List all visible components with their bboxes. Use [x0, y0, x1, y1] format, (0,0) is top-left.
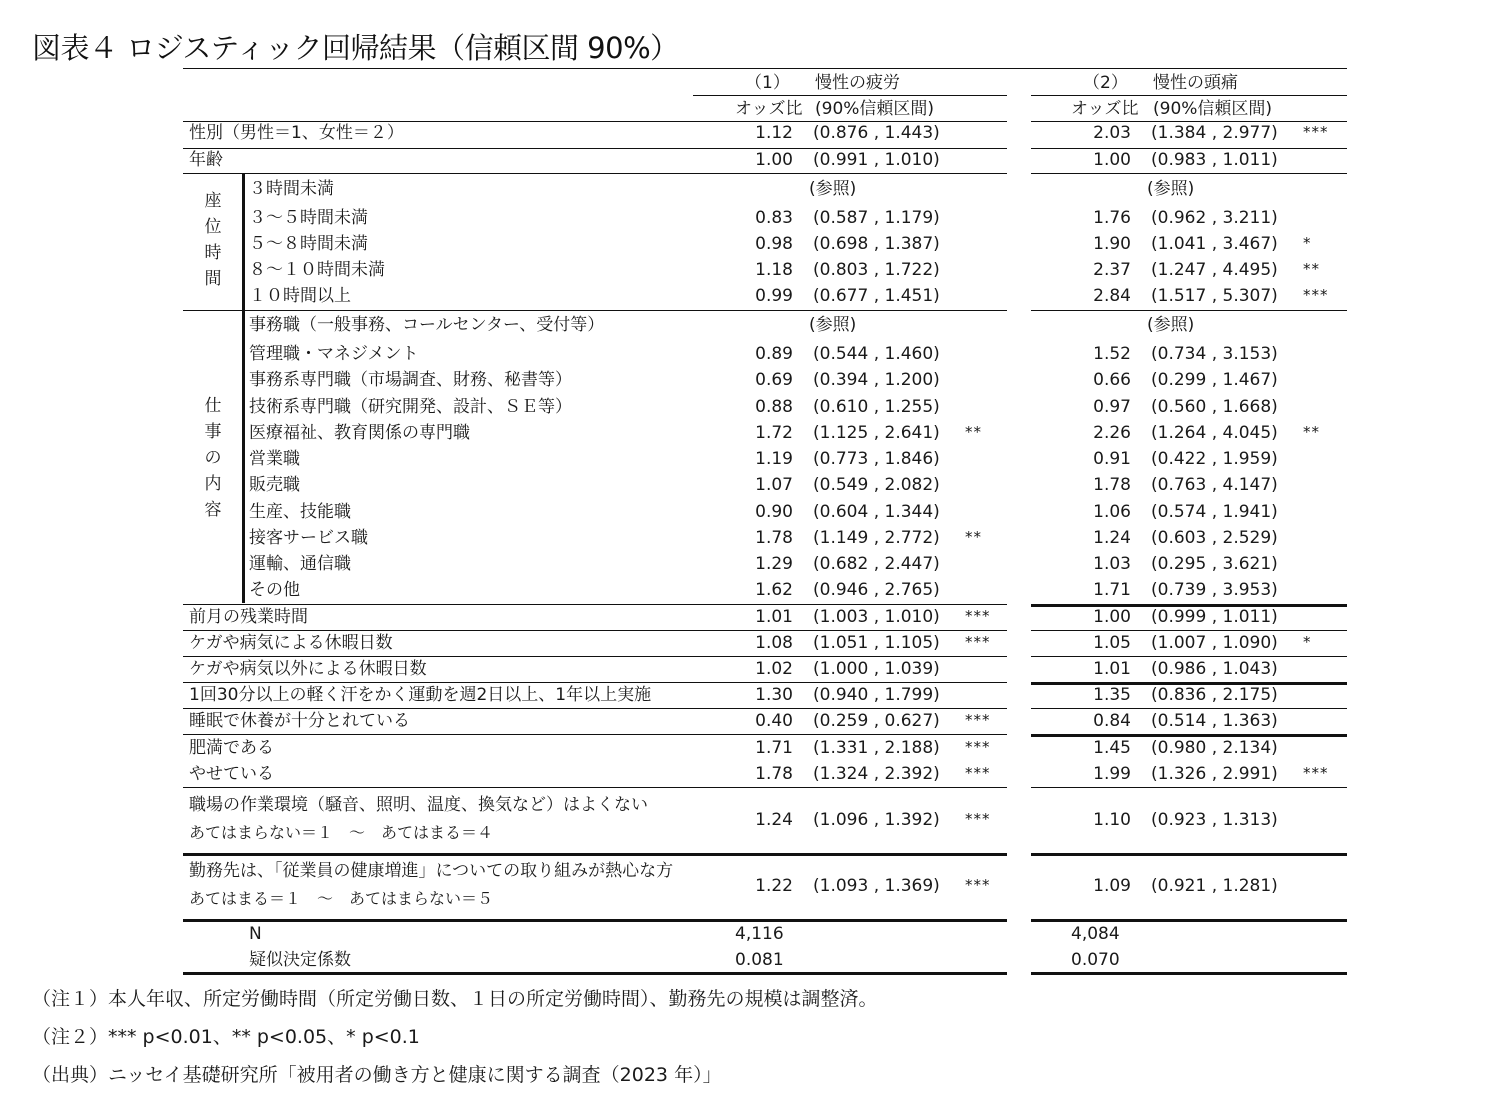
model2-ci: (0.836 , 2.175): [1151, 685, 1278, 705]
row-label: 1回30分以上の軽く汗をかく運動を週2日以上、1年以上実施: [189, 685, 652, 705]
row-label: ３～５時間未満: [249, 208, 368, 228]
model2-ci: (0.999 , 1.011): [1151, 607, 1278, 627]
row-label: 接客サービス職: [249, 528, 368, 548]
model2-ci: (1.041 , 3.467): [1151, 234, 1278, 254]
model2-ci: (1.517 , 5.307): [1151, 286, 1278, 306]
model2-odds-ratio: 1.05: [1093, 633, 1131, 653]
model1-header-rule: [693, 95, 1007, 96]
group-char: 事: [204, 422, 222, 442]
model2-odds-ratio: 2.03: [1093, 123, 1131, 143]
model1-reference: (参照): [809, 315, 857, 335]
row-rule: [1031, 734, 1347, 737]
row-rule: [183, 972, 1007, 975]
row-rule: [1031, 604, 1347, 607]
model1-significance: ***: [965, 711, 991, 729]
model2-ci: (0.299 , 1.467): [1151, 370, 1278, 390]
model2-ci: (0.295 , 3.621): [1151, 554, 1278, 574]
model2-significance: *: [1303, 234, 1312, 252]
model1-ci: (0.604 , 1.344): [813, 502, 940, 522]
model1-odds-ratio: 0.89: [755, 344, 793, 364]
model1-odds-ratio: 0.90: [755, 502, 793, 522]
model1-ci: (0.682 , 2.447): [813, 554, 940, 574]
model2-odds-ratio: 1.01: [1093, 659, 1131, 679]
row-label: 年齢: [189, 150, 223, 170]
row-label: 事務系専門職（市場調査、財務、秘書等）: [249, 370, 572, 390]
model1-ci: (1.051 , 1.105): [813, 633, 940, 653]
row-rule: [1031, 919, 1347, 922]
model2-ci: (0.603 , 2.529): [1151, 528, 1278, 548]
model2-ci: (0.962 , 3.211): [1151, 208, 1278, 228]
row-label: ８～１０時間未満: [249, 260, 385, 280]
model1-odds-ratio: 1.01: [755, 607, 793, 627]
model2-ci: (0.763 , 4.147): [1151, 475, 1278, 495]
row-rule: [183, 310, 1007, 311]
group-char: 内: [204, 474, 222, 494]
model2-odds-ratio: 2.84: [1093, 286, 1131, 306]
group-char: 時: [204, 243, 222, 263]
row-rule: [1031, 853, 1347, 856]
model2-n: 4,084: [1071, 924, 1120, 944]
row-label: その他: [249, 580, 300, 600]
model1-significance: ***: [965, 607, 991, 625]
model2-odds-ratio: 1.09: [1093, 876, 1131, 896]
model1-odds-ratio: 1.08: [755, 633, 793, 653]
model2-significance: *: [1303, 633, 1312, 651]
model2-ci: (0.739 , 3.953): [1151, 580, 1278, 600]
model2-ci: (0.574 , 1.941): [1151, 502, 1278, 522]
row-label: 職場の作業環境（騒音、照明、温度、換気など）はよくない: [189, 795, 648, 815]
group-divider-job: [242, 311, 245, 603]
model1-pseudo-r2: 0.081: [735, 950, 784, 970]
table-top-rule: [183, 68, 1347, 69]
model1-ci: (0.259 , 0.627): [813, 711, 940, 731]
model1-odds-ratio: 0.88: [755, 397, 793, 417]
model2-ci: (1.007 , 1.090): [1151, 633, 1278, 653]
row-label-scale: あてはまる＝１ ～ あてはまらない＝５: [189, 889, 494, 908]
model2-ci: (0.923 , 1.313): [1151, 810, 1278, 830]
model2-odds-ratio: 0.97: [1093, 397, 1131, 417]
model1-ci: (1.149 , 2.772): [813, 528, 940, 548]
model2-ci: (1.264 , 4.045): [1151, 423, 1278, 443]
model1-ci: (1.093 , 1.369): [813, 876, 940, 896]
model1-ci: (0.677 , 1.451): [813, 286, 940, 306]
model2-name: 慢性の頭痛: [1153, 73, 1238, 93]
model2-odds-ratio: 1.78: [1093, 475, 1131, 495]
model1-ci-header: (90%信頼区間): [815, 99, 935, 119]
row-label: 勤務先は、「従業員の健康増進」についての取り組みが熱心な方: [189, 861, 674, 881]
model2-odds-ratio: 2.37: [1093, 260, 1131, 280]
model2-ci: (0.983 , 1.011): [1151, 150, 1278, 170]
row-rule: [1031, 708, 1347, 709]
row-rule: [1031, 173, 1347, 174]
model2-significance: **: [1303, 423, 1320, 441]
model1-ci: (1.324 , 2.392): [813, 764, 940, 784]
model2-reference: (参照): [1147, 179, 1195, 199]
model1-or-header: オッズ比: [735, 99, 803, 119]
model2-significance: **: [1303, 260, 1320, 278]
model1-ci: (1.125 , 2.641): [813, 423, 940, 443]
model1-odds-ratio: 1.02: [755, 659, 793, 679]
model2-ci: (0.986 , 1.043): [1151, 659, 1278, 679]
row-label: 生産、技能職: [249, 502, 351, 522]
row-label: 事務職（一般事務、コールセンター、受付等）: [249, 315, 605, 335]
group-label-sitting-time: [183, 188, 243, 292]
row-rule: [1031, 787, 1347, 788]
model1-ci: (1.331 , 2.188): [813, 738, 940, 758]
model1-ci: (1.003 , 1.010): [813, 607, 940, 627]
model2-ci: (1.384 , 2.977): [1151, 123, 1278, 143]
row-rule: [183, 734, 1007, 735]
model2-odds-ratio: 1.45: [1093, 738, 1131, 758]
model2-ci: (0.422 , 1.959): [1151, 449, 1278, 469]
model1-ci: (0.876 , 1.443): [813, 123, 940, 143]
row-label: 医療福祉、教育関係の専門職: [249, 423, 470, 443]
model1-significance: ***: [965, 876, 991, 894]
model1-odds-ratio: 1.12: [755, 123, 793, 143]
model1-significance: ***: [965, 738, 991, 756]
model2-ci-header: (90%信頼区間): [1153, 99, 1273, 119]
model2-odds-ratio: 0.84: [1093, 711, 1131, 731]
model1-significance: ***: [965, 633, 991, 651]
note-2: （注２）*** p<0.01、** p<0.05、* p<0.1: [32, 1026, 420, 1048]
group-label-job-content: [183, 393, 243, 523]
row-label: ケガや病気による休暇日数: [189, 633, 393, 653]
model2-number: （2）: [1083, 73, 1128, 93]
row-label: 管理職・マネジメント: [249, 344, 419, 364]
note-source: （出典）ニッセイ基礎研究所「被用者の働き方と健康に関する調査（2023 年）」: [32, 1064, 722, 1086]
model2-odds-ratio: 0.66: [1093, 370, 1131, 390]
model1-odds-ratio: 1.00: [755, 150, 793, 170]
model2-odds-ratio: 1.06: [1093, 502, 1131, 522]
row-label: 運輸、通信職: [249, 554, 351, 574]
model1-odds-ratio: 1.24: [755, 810, 793, 830]
row-rule: [183, 682, 1007, 683]
model1-odds-ratio: 1.62: [755, 580, 793, 600]
note-1: （注１）本人年収、所定労働時間（所定労働日数、１日の所定労働時間）、勤務先の規模は調整済。: [32, 988, 878, 1010]
model2-reference: (参照): [1147, 315, 1195, 335]
model2-odds-ratio: 1.00: [1093, 607, 1131, 627]
model2-odds-ratio: 0.91: [1093, 449, 1131, 469]
model1-odds-ratio: 0.40: [755, 711, 793, 731]
row-label: 技術系専門職（研究開発、設計、ＳＥ等）: [249, 397, 572, 417]
model2-pseudo-r2: 0.070: [1071, 950, 1120, 970]
model2-odds-ratio: 1.10: [1093, 810, 1131, 830]
model1-ci: (0.773 , 1.846): [813, 449, 940, 469]
model2-ci: (1.247 , 4.495): [1151, 260, 1278, 280]
row-rule: [183, 630, 1007, 631]
row-rule: [183, 173, 1007, 174]
group-divider-sitting: [242, 174, 245, 310]
model1-ci: (0.803 , 1.722): [813, 260, 940, 280]
row-label: やせている: [189, 764, 274, 784]
model1-ci: (1.000 , 1.039): [813, 659, 940, 679]
row-rule: [183, 919, 1007, 922]
row-label: ３時間未満: [249, 179, 334, 199]
model2-ci: (0.921 , 1.281): [1151, 876, 1278, 896]
model1-ci: (0.394 , 1.200): [813, 370, 940, 390]
model2-odds-ratio: 1.03: [1093, 554, 1131, 574]
row-rule: [183, 604, 1007, 605]
stat-label-n: N: [249, 924, 262, 944]
model1-odds-ratio: 1.78: [755, 764, 793, 784]
model2-odds-ratio: 1.52: [1093, 344, 1131, 364]
model2-odds-ratio: 1.90: [1093, 234, 1131, 254]
model2-significance: ***: [1303, 764, 1329, 782]
model2-or-header: オッズ比: [1071, 99, 1139, 119]
stat-label-pseudo-r2: 疑似決定係数: [249, 950, 351, 970]
model2-ci: (1.326 , 2.991): [1151, 764, 1278, 784]
model1-n: 4,116: [735, 924, 784, 944]
row-rule: [183, 148, 1007, 149]
model1-odds-ratio: 1.78: [755, 528, 793, 548]
model2-ci: (0.734 , 3.153): [1151, 344, 1278, 364]
row-rule: [183, 708, 1007, 709]
row-label: ケガや病気以外による休暇日数: [189, 659, 427, 679]
row-rule: [1031, 656, 1347, 657]
model1-ci: (0.544 , 1.460): [813, 344, 940, 364]
model2-odds-ratio: 2.26: [1093, 423, 1131, 443]
model1-odds-ratio: 1.30: [755, 685, 793, 705]
row-label: 前月の残業時間: [189, 607, 308, 627]
model1-odds-ratio: 1.71: [755, 738, 793, 758]
model2-odds-ratio: 1.71: [1093, 580, 1131, 600]
row-rule: [183, 853, 1007, 856]
footnotes: [32, 984, 878, 1098]
row-label: 睡眠で休養が十分とれている: [189, 711, 410, 731]
model1-significance: ***: [965, 810, 991, 828]
row-rule: [1031, 148, 1347, 149]
model1-significance: ***: [965, 764, 991, 782]
row-label: 販売職: [249, 475, 300, 495]
row-label: ５～８時間未満: [249, 234, 368, 254]
row-rule: [1031, 630, 1347, 631]
model1-significance: **: [965, 528, 982, 546]
row-rule: [1031, 682, 1347, 685]
row-rule: [183, 656, 1007, 657]
model2-significance: ***: [1303, 123, 1329, 141]
model1-ci: (0.991 , 1.010): [813, 150, 940, 170]
model2-odds-ratio: 1.24: [1093, 528, 1131, 548]
row-label-scale: あてはまらない＝１ ～ あてはまる＝４: [189, 823, 494, 842]
model2-ci: (0.980 , 2.134): [1151, 738, 1278, 758]
model1-odds-ratio: 1.22: [755, 876, 793, 896]
group-char: 容: [204, 500, 222, 520]
model2-odds-ratio: 1.00: [1093, 150, 1131, 170]
group-char: 間: [204, 269, 222, 289]
figure-title: 図表４ ロジスティック回帰結果（信頼区間 90%）: [32, 31, 679, 65]
model1-odds-ratio: 0.99: [755, 286, 793, 306]
row-label: 性別（男性＝1、女性＝２）: [189, 123, 404, 143]
model1-ci: (0.940 , 1.799): [813, 685, 940, 705]
row-label: 営業職: [249, 449, 300, 469]
model1-odds-ratio: 1.18: [755, 260, 793, 280]
model1-odds-ratio: 1.29: [755, 554, 793, 574]
model1-ci: (1.096 , 1.392): [813, 810, 940, 830]
model1-ci: (0.610 , 1.255): [813, 397, 940, 417]
model1-odds-ratio: 0.69: [755, 370, 793, 390]
model1-odds-ratio: 0.83: [755, 208, 793, 228]
row-rule: [1031, 310, 1347, 311]
model1-ci: (0.587 , 1.179): [813, 208, 940, 228]
row-rule: [183, 121, 1007, 122]
model2-odds-ratio: 1.99: [1093, 764, 1131, 784]
model2-significance: ***: [1303, 286, 1329, 304]
row-label: 肥満である: [189, 738, 274, 758]
model2-ci: (0.560 , 1.668): [1151, 397, 1278, 417]
row-label: １０時間以上: [249, 286, 351, 306]
model2-odds-ratio: 1.35: [1093, 685, 1131, 705]
model1-significance: **: [965, 423, 982, 441]
group-char: 座: [204, 191, 222, 211]
model1-odds-ratio: 1.19: [755, 449, 793, 469]
group-char: の: [204, 448, 222, 468]
row-rule: [1031, 121, 1347, 122]
model2-odds-ratio: 1.76: [1093, 208, 1131, 228]
model1-reference: (参照): [809, 179, 857, 199]
model1-odds-ratio: 0.98: [755, 234, 793, 254]
model1-odds-ratio: 1.72: [755, 423, 793, 443]
group-char: 仕: [204, 396, 222, 416]
model1-name: 慢性の疲労: [815, 73, 900, 93]
model2-header-rule: [1031, 95, 1347, 96]
group-char: 位: [204, 217, 222, 237]
model1-number: （1）: [745, 73, 790, 93]
model1-ci: (0.946 , 2.765): [813, 580, 940, 600]
model2-ci: (0.514 , 1.363): [1151, 711, 1278, 731]
model1-ci: (0.549 , 2.082): [813, 475, 940, 495]
row-rule: [183, 787, 1007, 788]
model1-odds-ratio: 1.07: [755, 475, 793, 495]
model1-ci: (0.698 , 1.387): [813, 234, 940, 254]
row-rule: [1031, 972, 1347, 975]
